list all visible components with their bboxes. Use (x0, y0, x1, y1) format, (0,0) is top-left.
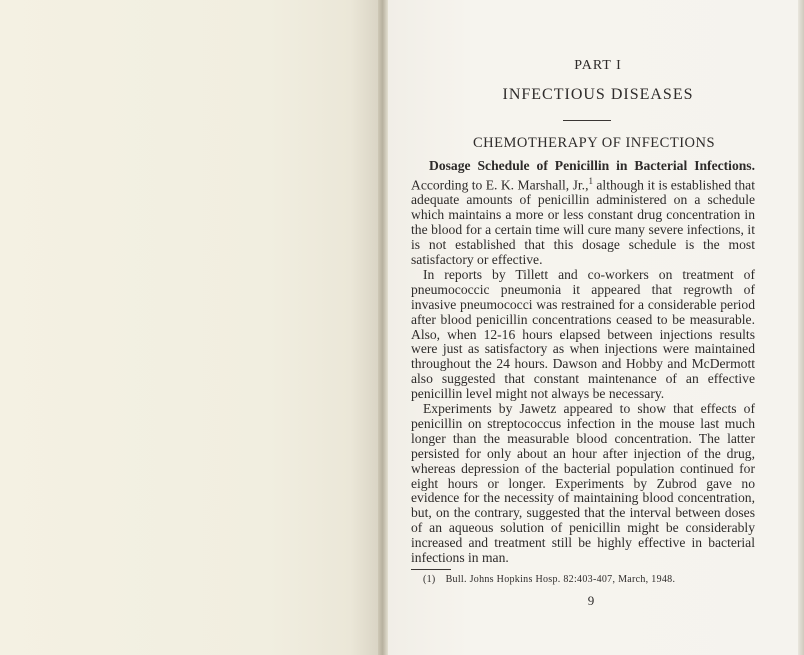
body-text (411, 159, 755, 566)
run-in-heading: Dosage Schedule of Penicillin in Bacterial Infections. (429, 158, 755, 173)
footnote (411, 574, 755, 585)
footnote-text: Bull. Johns Hopkins Hosp. 82:403-407, March, 1948. (445, 574, 676, 585)
paragraph-1 (411, 159, 755, 268)
page-content (411, 58, 755, 609)
paragraph-3: Experiments by Jawetz appeared to show that effects of penicillin on streptococcus infection in the mouse last much longer than the measurable blood concentration. The latter persisted for only about an hour after injection of the drug, whereas depression of the bacterial population continued for eight hours or longer. Experiments by Zubrod gave no evidence for the necessity of maintaining blood concentration, but, on the contrary, suggested that the interval between doses of an aqueous solution of penicillin might be considerably increased and treatment still be highly effective in bacterial infections in man. (411, 401, 755, 566)
paragraph-2: In reports by Tillett and co-workers on treatment of pneumococcic pneumonia it appeared that regrowth of invasive pneumococci was restrained for a considerable period after blood penicillin concentrations ceased to be measurable. Also, when 12-16 hours elapsed between injections results were just as satisfactory as when injections were maintained throughout the 24 hours. Dawson and Hobby and McDermott also suggested that constant maintenance of an effective penicillin level might not always be necessary. (411, 266, 755, 402)
paragraph-1-text-b: although it is established that adequate amounts of penicillin administered on a schedule which maintains a more or less constant drug concentration in the blood for a certain time will cure many severe infections, it is not established that this dosage schedule is the most satisfactory or effective. (411, 177, 755, 267)
chapter-title: CHEMOTHERAPY OF INFECTIONS (472, 135, 716, 151)
footnote-reference: 1 (588, 175, 593, 186)
book-gutter (378, 0, 388, 655)
footnote-number: (1) (423, 574, 436, 585)
section-title: INFECTIOUS DISEASES (502, 86, 694, 103)
page-number: 9 (587, 593, 595, 608)
footnote-rule (411, 569, 451, 570)
title-rule (563, 120, 611, 121)
left-page (0, 0, 381, 655)
part-label: PART I (574, 58, 622, 73)
page-edge (798, 0, 804, 655)
paragraph-1-text-a: According to E. K. Marshall, Jr., (411, 177, 589, 193)
